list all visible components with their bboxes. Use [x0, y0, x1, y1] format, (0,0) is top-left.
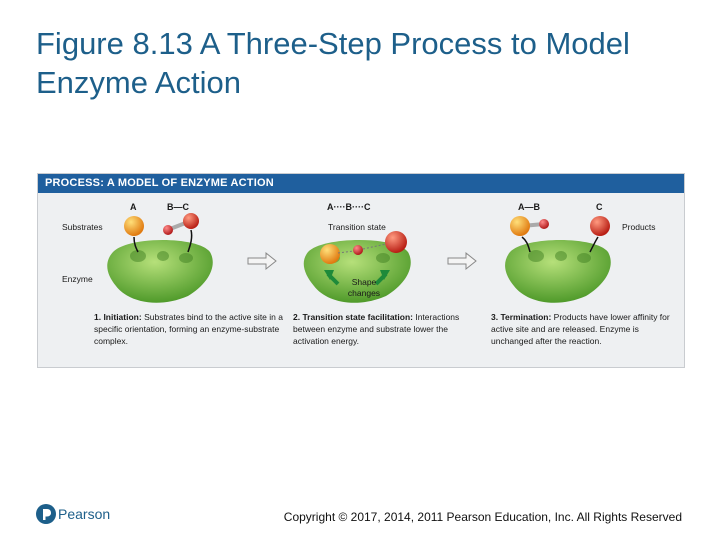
substrate-c-2 [385, 231, 407, 253]
substrate-b-2 [353, 245, 363, 255]
molecule-c-3: C [596, 202, 603, 212]
step-3-caption [491, 311, 681, 347]
slide-title: Figure 8.13 A Three-Step Process to Model Enzyme Action [36, 26, 630, 100]
arrow-1 [248, 253, 276, 269]
label-substrates: Substrates [62, 222, 103, 232]
molecule-bc-1: B—C [167, 202, 189, 212]
step-1-title: 1. Initiation: [94, 312, 142, 322]
figure-header-text: PROCESS: A MODEL OF ENZYME ACTION [45, 177, 274, 189]
step-1-text: Substrates bind to the active site in a specific orientation, forming an enzyme-substrate complex. [94, 312, 283, 346]
arrow-2 [448, 253, 476, 269]
product-ab [510, 216, 530, 236]
label-transition-state: Transition state [328, 222, 386, 232]
molecule-abc-2: A····B····C [327, 202, 371, 212]
step-1-caption [94, 311, 284, 347]
enzyme-3 [505, 240, 611, 303]
step-3-text: Products have lower affinity for active site and are released. Enzyme is unchanged after the reaction. [491, 312, 670, 346]
molecule-ab-3: A—B [518, 202, 540, 212]
step-2-caption [293, 311, 483, 347]
substrate-b-1 [163, 225, 173, 235]
pearson-logo-icon [36, 503, 56, 525]
pearson-logo-text: Pearson [58, 506, 111, 522]
molecule-a-1: A [130, 202, 137, 212]
enzyme-process-figure [37, 173, 685, 368]
label-shape-changes: Shape changes [347, 277, 381, 298]
substrate-c-1 [183, 213, 199, 229]
step-2-text: Interactions between enzyme and substrate lower the activation energy. [293, 312, 460, 346]
step-2-title: 2. Transition state facilitation: [293, 312, 413, 322]
copyright-text: Copyright © 2017, 2014, 2011 Pearson Education, Inc. All Rights Reserved [283, 510, 682, 524]
step-3-title: 3. Termination: [491, 312, 552, 322]
substrate-a-2 [320, 244, 340, 264]
label-products: Products [622, 222, 656, 232]
product-c [590, 216, 610, 236]
substrate-a-1 [124, 216, 144, 236]
enzyme-1 [107, 240, 213, 303]
label-enzyme: Enzyme [62, 274, 93, 284]
